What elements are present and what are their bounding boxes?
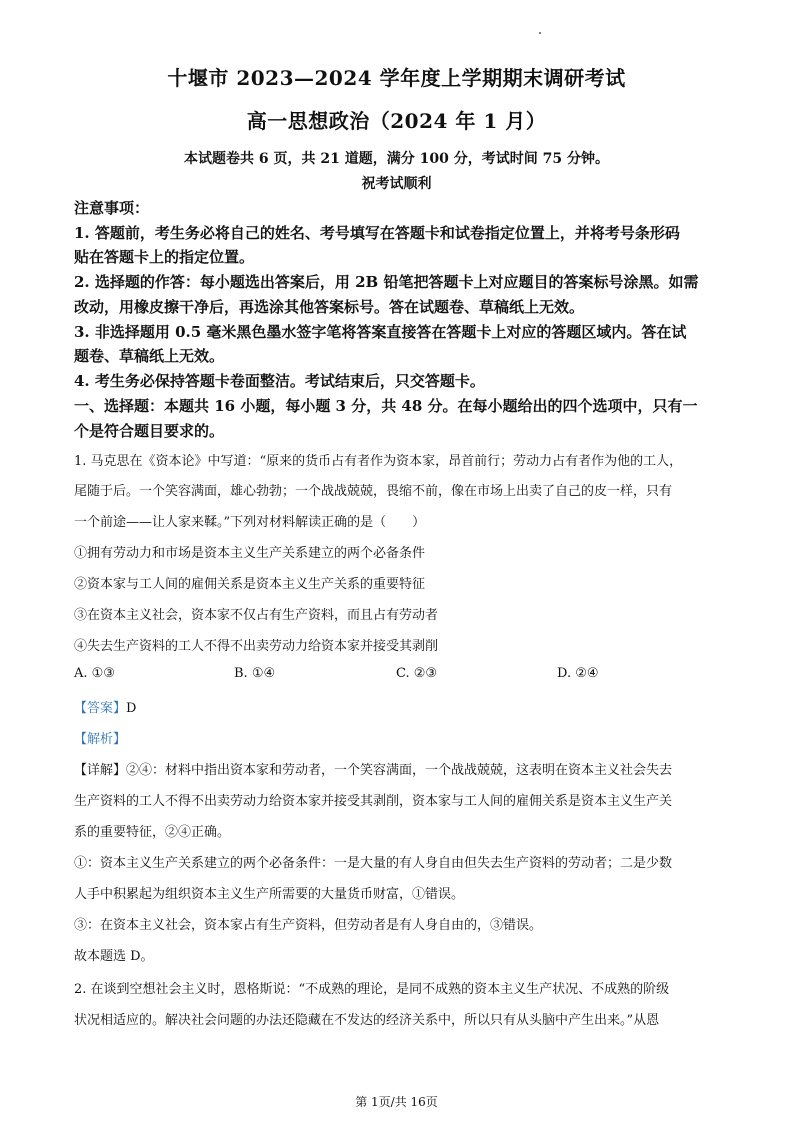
question-statement: ③在资本主义社会，资本家不仅占有生产资料，而且占有劳动者 — [74, 608, 439, 623]
question-stem: 2. 在谈到空想社会主义时，恩格斯说：“不成熟的理论，是同不成熟的资本主义生产状况、不成熟的阶级 — [74, 982, 670, 997]
question-stem: 1. 马克思在《资本论》中写道：“原来的货币占有者作为资本家，昂首前行；劳动力占有者作为他的工人， — [74, 454, 683, 469]
answer-tag: 【答案】 — [74, 701, 127, 716]
question-stem: 一个前途——让人家来鞣。”下列对材料解读正确的是（ ） — [74, 515, 426, 530]
option-c: C. ②③ — [396, 666, 438, 681]
detail-line: 生产资料的工人不得不出卖劳动力给资本家并接受其剥削，资本家与工人间的雇佣关系是资本主义生产关 — [74, 794, 673, 809]
note-line: 3. 非选择题用 0.5 毫米黑色墨水签字笔将答案直接答在答题卡上对应的答题区域内。答在试 — [74, 323, 687, 341]
exam-wish: 祝考试顺利 — [361, 176, 432, 192]
note-line: 改动，用橡皮擦干净后，再选涂其他答案标号。答在试题卷、草稿纸上无效。 — [74, 298, 585, 316]
detail-line: ③：在资本主义社会，资本家占有生产资料，但劳动者是有人身自由的，③错误。 — [74, 918, 543, 933]
note-line: 4. 考生务必保持答题卡卷面整洁。考试结束后，只交答题卡。 — [74, 372, 485, 390]
detail-line: 系的重要特征，②④正确。 — [74, 825, 231, 840]
scan-dot — [539, 32, 541, 34]
detail-line: 【详解】②④：材料中指出资本家和劳动者，一个笑容满面，一个战战兢兢，这表明在资本主义社会失去 — [74, 763, 673, 778]
question-statement: ①拥有劳动力和市场是资本主义生产关系建立的两个必备条件 — [74, 546, 426, 561]
question-statement: ②资本家与工人间的雇佣关系是资本主义生产关系的重要特征 — [74, 577, 426, 592]
note-line: 题卷、草稿纸上无效。 — [74, 347, 225, 365]
answer-line — [74, 697, 136, 716]
option-d: D. ②④ — [557, 666, 599, 681]
exam-subtitle: 高一思想政治（2024 年 1 月） — [246, 109, 547, 133]
detail-line: ①：资本主义生产关系建立的两个必备条件：一是大量的有人身自由但失去生产资料的劳动者；二是少数 — [74, 856, 673, 871]
exam-title: 十堰市 2023—2024 学年度上学期期末调研考试 — [167, 66, 626, 90]
note-line: 贴在答题卡上的指定位置。 — [74, 248, 255, 266]
option-b: B. ①④ — [234, 666, 276, 681]
note-line: 1. 答题前，考生务必将自己的姓名、考号填写在答题卡和试卷指定位置上，并将考号条形码 — [74, 224, 680, 242]
detail-line: 故本题选 D。 — [74, 949, 154, 964]
option-a: A. ①③ — [74, 666, 115, 681]
detail-line: 人手中积累起为组织资本主义生产所需要的大量货币财富，①错误。 — [74, 887, 465, 902]
section-heading: 个是符合题目要求的。 — [74, 422, 225, 440]
page-footer: 第 1页/共 16页 — [355, 1095, 438, 1109]
question-statement: ④失去生产资料的工人不得不出卖劳动力给资本家并接受其剥削 — [74, 639, 439, 654]
question-stem: 尾随于后。一个笑容满面，雄心勃勃；一个战战兢兢，畏缩不前，像在市场上出卖了自己的皮一样，只有 — [74, 484, 673, 499]
analysis-tag: 【解析】 — [74, 732, 127, 747]
section-heading: 一、选择题：本题共 16 小题，每小题 3 分，共 48 分。在每小题给出的四个选项中，只有一 — [74, 397, 698, 415]
note-line: 2. 选择题的作答：每小题选出答案后，用 2B 铅笔把答题卡上对应题目的答案标号涂黑。如需 — [74, 273, 699, 291]
question-stem: 状况相适应的。解决社会问题的办法还隐藏在不发达的经济关系中，所以只有从头脑中产生出来。”从恩 — [74, 1013, 660, 1028]
exam-info: 本试题卷共 6 页，共 21 道题，满分 100 分，考试时间 75 分钟。 — [184, 151, 609, 167]
notes-heading: 注意事项： — [74, 199, 150, 217]
answer-value: D — [126, 701, 137, 716]
